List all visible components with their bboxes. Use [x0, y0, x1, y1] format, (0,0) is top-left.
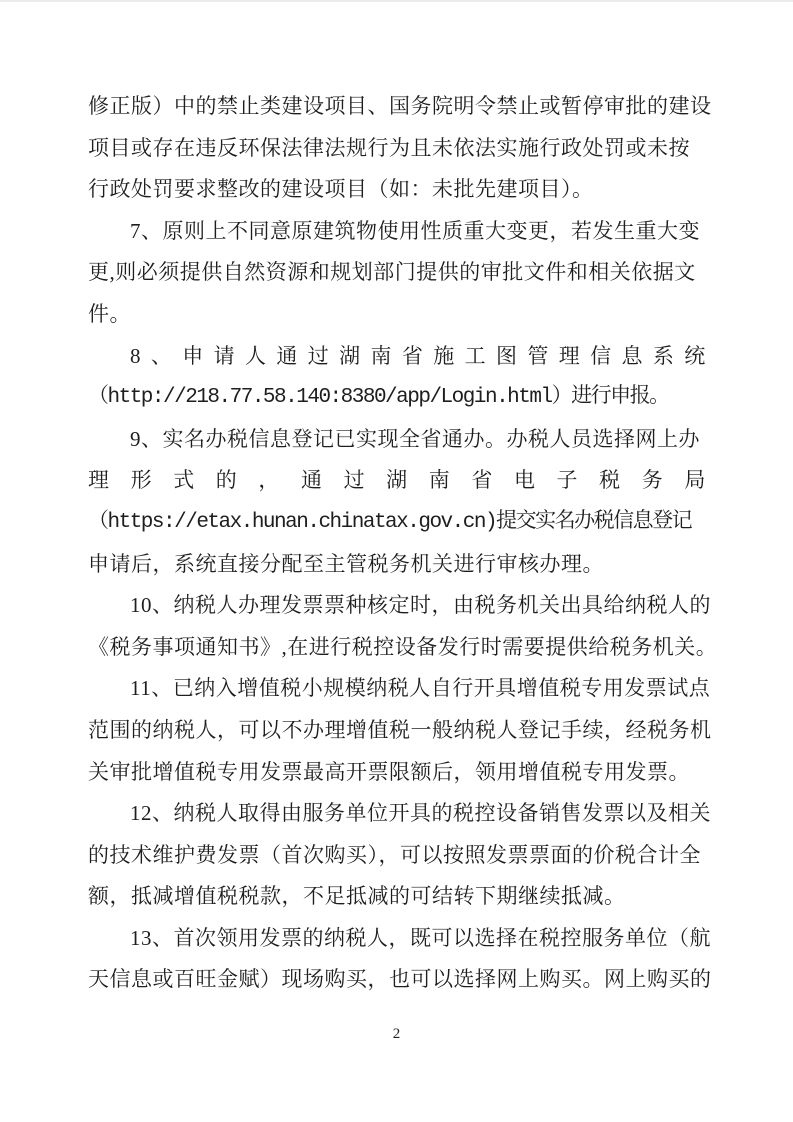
text-line: 8 、 申 请 人 通 过 湖 南 省 施 工 图 管 理 信 息 系 统 [130, 343, 706, 368]
page-number: 2 [392, 1026, 401, 1042]
text-line: 13、首次领用发票的纳税人，既可以选择在税控服务单位（航 [130, 925, 711, 950]
text-line: 天信息或百旺金赋）现场购买，也可以选择网上购买。网上购买的 [88, 967, 712, 992]
text-line: 11、已纳入增值税小规模纳税人自行开具增值税专用发票试点 [130, 676, 711, 701]
text-line: 更,则必须提供自然资源和规划部门提供的审批文件和相关依据文 [88, 260, 696, 285]
text-line: 件。 [88, 301, 131, 326]
text-line: 12、纳税人取得由服务单位开具的税控设备销售发票以及相关 [130, 801, 711, 826]
text-line: 10、纳税人办理发票票种核定时，由税务机关出具给纳税人的 [130, 593, 711, 618]
para-item-10 [88, 585, 718, 668]
text-line: 理 形 式 的 ， 通 过 湖 南 省 电 子 税 务 局 [88, 468, 706, 493]
document-body [88, 86, 718, 1001]
text-line: 申请后，系统直接分配至主管税务机关进行审核办理。 [88, 551, 604, 576]
para-item-13 [88, 918, 712, 1001]
text-line-url: （http://218.77.58.140:8380/app/Login.html）进行申报。 [88, 386, 669, 410]
para-item-11 [88, 668, 712, 793]
text-line: 9、实名办税信息登记已实现全省通办。办税人员选择网上办 [130, 426, 700, 451]
text-line: 范围的纳税人，可以不办理增值税一般纳税人登记手续，经税务机 [88, 717, 712, 742]
text-line: 修正版）中的禁止类建设项目、国务院明令禁止或暂停审批的建设 [88, 94, 712, 118]
para-item-7 [88, 211, 706, 336]
text-line-url: （https://etax.hunan.chinatax.gov.cn)提交实名办税信息登记 [88, 510, 692, 534]
text-line: 额，抵减增值税税款，不足抵减的可结转下期继续抵减。 [88, 884, 626, 909]
para-item-9 [88, 419, 706, 585]
text-line: 行政处罚要求整改的建设项目（如：未批先建项目）。 [88, 177, 594, 202]
para-continuation [88, 86, 712, 211]
text-line: 《税务事项通知书》,在进行税控设备发行时需要提供给税务机关。 [88, 634, 718, 659]
text-line: 项目或存在违反环保法律法规行为且未依法实施行政处罚或未按 [88, 135, 690, 160]
text-line: 的技术维护费发票（首次购买），可以按照发票票面的价税合计全 [88, 842, 701, 867]
text-line: 7、原则上不同意原建筑物使用性质重大变更，若发生重大变 [130, 218, 700, 243]
text-line: 关审批增值税专用发票最高开票限额后，领用增值税专用发票。 [88, 759, 690, 784]
para-item-8 [88, 336, 706, 419]
para-item-12 [88, 793, 711, 918]
